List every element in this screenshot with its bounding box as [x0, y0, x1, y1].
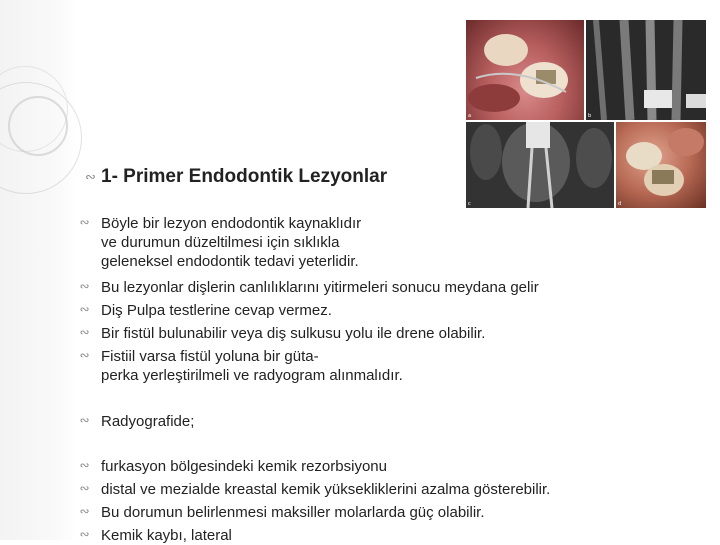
panel-label-d: d — [618, 201, 622, 207]
list-item-text: Fistiil varsa fistül yoluna bir güta- perka yerleştirilmeli ve radyogram alınmalıdır. — [101, 348, 403, 384]
list-item — [78, 278, 539, 297]
list-item — [78, 301, 332, 320]
radiograph-b — [586, 20, 706, 120]
curl-bullet-icon: ∾ — [79, 527, 90, 541]
list-item-text: Bu lezyonlar dişlerin canlılıklarını yitirmeleri sonucu meydana gelir — [101, 279, 539, 296]
list-item-text: Bu dorumun belirlenmesi maksiller molarlarda güç olabilir. — [101, 504, 485, 521]
list-item — [78, 457, 387, 476]
clinical-photo-d-graphic — [616, 122, 706, 208]
slide-heading — [84, 165, 387, 189]
curl-bullet-icon: ∾ — [79, 504, 90, 518]
list-item — [78, 324, 485, 343]
panel-label-c: c — [468, 201, 471, 207]
curl-bullet-icon: ∾ — [85, 169, 96, 185]
list-item — [78, 347, 403, 385]
list-item-text: Kemik kaybı, lateral — [101, 527, 232, 544]
curl-bullet-icon: ∾ — [79, 302, 90, 316]
clinical-photo-a-graphic — [466, 20, 584, 120]
radiograph-c-graphic — [466, 122, 614, 208]
radiograph-b-graphic — [586, 20, 706, 120]
clinical-image-collage — [466, 20, 706, 208]
panel-label-a: a — [468, 113, 472, 119]
list-item-text: furkasyon bölgesindeki kemik rezorbsiyonu — [101, 458, 387, 475]
curl-bullet-icon: ∾ — [79, 325, 90, 339]
curl-bullet-icon: ∾ — [79, 348, 90, 362]
clinical-photo-d — [616, 122, 706, 208]
curl-bullet-icon: ∾ — [79, 215, 90, 229]
list-item — [78, 526, 232, 545]
curl-bullet-icon: ∾ — [79, 481, 90, 495]
curl-bullet-icon: ∾ — [79, 413, 90, 427]
list-item-text: distal ve mezialde kreastal kemik yüksekliklerini azalma gösterebilir. — [101, 481, 551, 498]
clinical-photo-a — [466, 20, 584, 120]
decorative-ring — [8, 96, 68, 156]
list-item — [78, 214, 361, 271]
curl-bullet-icon: ∾ — [79, 458, 90, 472]
list-item-text: Bir fistül bulunabilir veya diş sulkusu yolu ile drene olabilir. — [101, 325, 486, 342]
curl-bullet-icon: ∾ — [79, 279, 90, 293]
list-item-text: Diş Pulpa testlerine cevap vermez. — [101, 302, 332, 319]
slide-title: 1- Primer Endodontik Lezyonlar — [101, 166, 388, 187]
list-item — [78, 480, 550, 499]
list-item-text: Radyografide; — [101, 413, 195, 430]
list-item-text: Böyle bir lezyon endodontik kaynaklıdır ve durumun düzeltilmesi için sıklıkla geleneksel endodontik tedavi yeterlidir. — [101, 215, 362, 270]
radiograph-c — [466, 122, 614, 208]
list-item — [78, 503, 485, 522]
list-item — [78, 412, 194, 431]
panel-label-b: b — [588, 113, 592, 119]
